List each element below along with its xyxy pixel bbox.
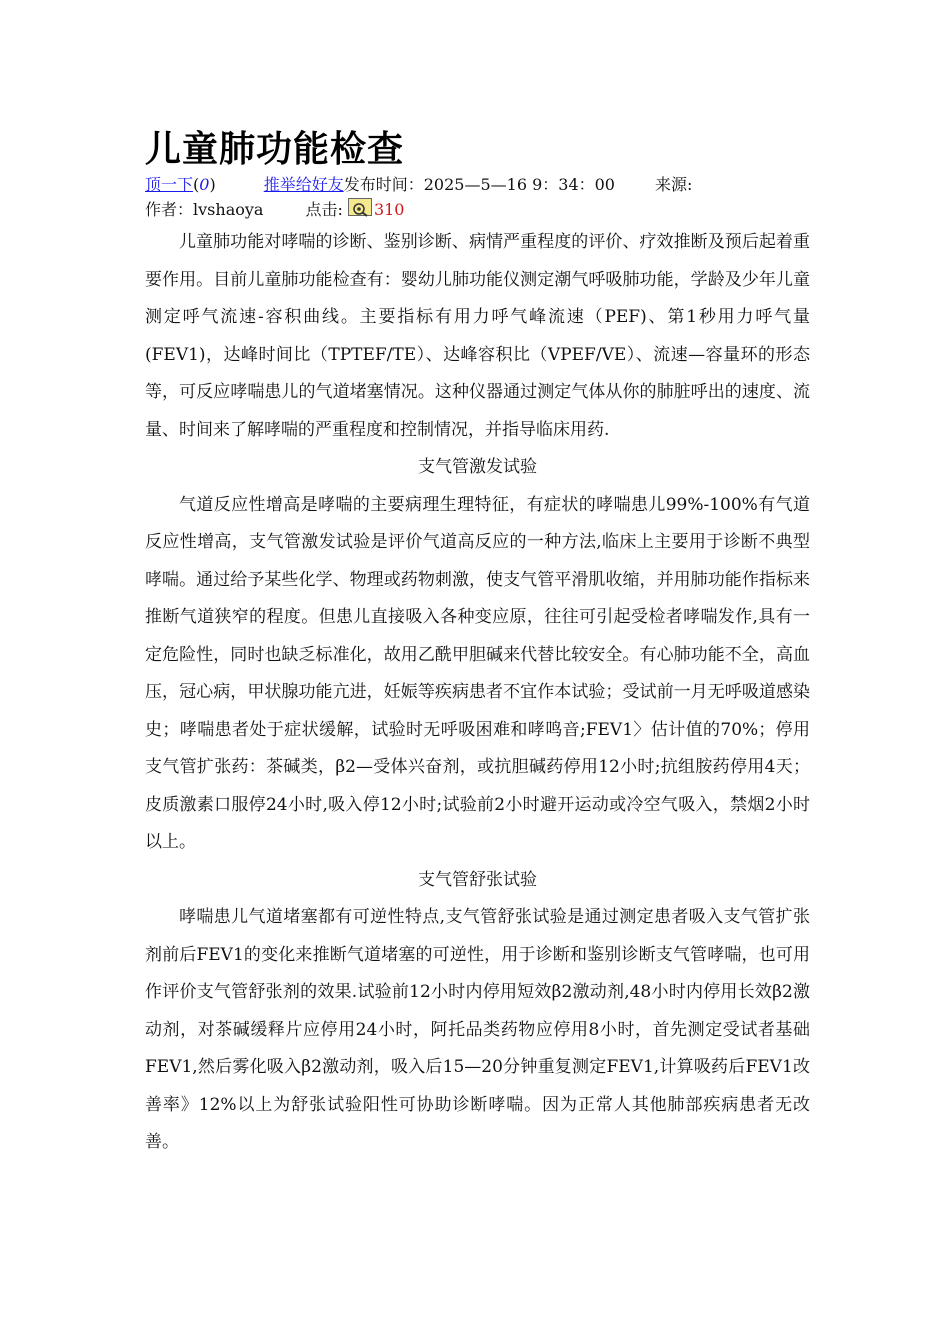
publish-label: 发布时间： <box>343 175 424 194</box>
top-link[interactable]: 顶一下 <box>145 175 194 194</box>
article-title: 儿童肺功能检查 <box>145 129 405 170</box>
author-label: 作者： <box>145 200 194 219</box>
section-heading-provocation: 支气管激发试验 <box>418 457 537 477</box>
publish-time: 2025—5—16 9：34：00 <box>423 175 615 194</box>
provocation-paragraph: 气道反应性增高是哮喘的主要病理生理特征，有症状的哮喘患儿99%-100%有气道反应性增高，支气管激发试验是评价气道高反应的一种方法,临床上主要用于诊断不典型哮喘。通过给予某些化学、物理或药物刺激，使支气管平滑肌收缩，并用肺功能作指标来推断气道狭窄的程度。但患儿直接吸入各种变应原，往往可引起受检者哮喘发作,具有一定危险性，同时也缺乏标准化，故用乙酰甲胆碱来代替比较安全。有心肺功能不全，高血压，冠心病，甲状腺功能亢进，妊娠等疾病患者不宜作本试验；受试前一月无呼吸道感染史；哮喘患者处于症状缓解，试验时无呼吸困难和哮鸣音;FEV1〉估计值的70%；停用支气管扩张药：茶碱类，β2—受体兴奋剂，或抗胆碱药停用12小时;抗组胺药停用4天；皮质激素口服停24小时,吸入停12小时;试验前2小时避开运动或冷空气吸入，禁烟2小时以上。 <box>145 494 810 852</box>
top-count-close: ) <box>209 175 216 194</box>
article-meta <box>145 172 810 222</box>
source-label: 来源: <box>654 175 693 194</box>
intro-paragraph: 儿童肺功能对哮喘的诊断、鉴别诊断、病情严重程度的评价、疗效推断及预后起着重要作用。目前儿童肺功能检查有：婴幼儿肺功能仪测定潮气呼吸肺功能，学龄及少年儿童测定呼气流速-容积曲线。主要指标有用力呼气峰流速（PEF)、第1秒用力呼气量(FEV1)，达峰时间比（TPTEF/TE）、达峰容积比（VPEF/VE）、流速—容量环的形态等，可反应哮喘患儿的气道堵塞情况。这种仪器通过测定气体从你的肺脏呼出的速度、流量、时间来了解哮喘的严重程度和控制情况，并指导临床用药. <box>145 232 810 440</box>
section-heading-dilation: 支气管舒张试验 <box>418 869 537 890</box>
hits-count: 310 <box>373 200 405 219</box>
article-body <box>145 224 810 1162</box>
author-name: lvshaoya <box>193 200 264 219</box>
top-count: 0 <box>199 175 210 194</box>
meta-line-1 <box>145 172 810 197</box>
recommend-link[interactable]: 推举给好友 <box>263 175 344 194</box>
article <box>145 128 810 1162</box>
view-icon <box>348 198 372 216</box>
dilation-paragraph: 哮喘患儿气道堵塞都有可逆性特点,支气管舒张试验是通过测定患者吸入支气管扩张剂前后FEV1的变化来推断气道堵塞的可逆性，用于诊断和鉴别诊断支气管哮喘，也可用作评价支气管舒张剂的效果.试验前12小时内停用短效β2激动剂,48小时内停用长效β2激动剂，对茶碱缓释片应停用24小时，阿托品类药物应停用8小时，首先测定受试者基础FEV1,然后雾化吸入β2激动剂，吸入后15—20分钟重复测定FEV1,计算吸药后FEV1改善率》12%以上为舒张试验阳性可协助诊断哮喘。因为正常人其他肺部疾病患者无改善。 <box>145 907 810 1152</box>
meta-line-2 <box>145 197 810 222</box>
hits-label: 点击: <box>305 200 343 219</box>
top-count-open: ( <box>193 175 200 194</box>
